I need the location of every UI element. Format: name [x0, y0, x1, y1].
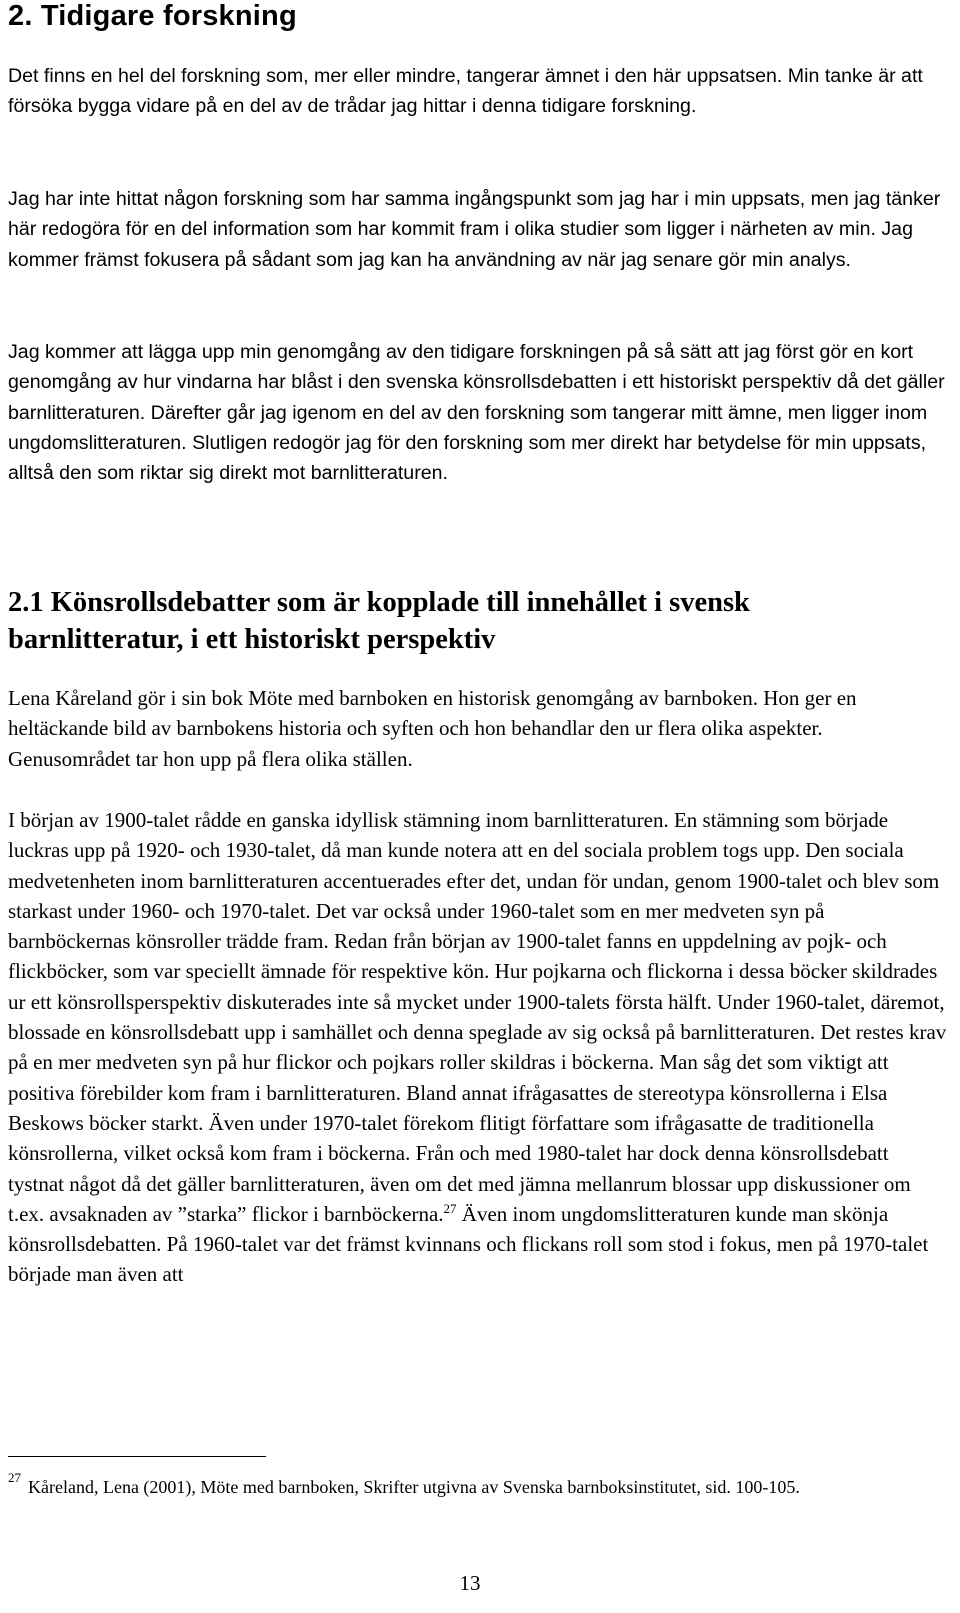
paragraph-outline: Jag kommer att lägga upp min genomgång av den tidigare forskningen på så sätt att jag först gör en kort genomgång av hur vindarna har blåst i den svenska könsrollsdebatten i ett historiskt perspektiv då det gäller barnlitteraturen. Därefter går jag igenom en del av den forskning som tangerar mitt ämne, men ligger inom ungdomslitteraturen. Slutligen redogör jag för den forskning som mer direkt har betydelse för min uppsats, alltså den som riktar sig direkt mot barnlitteraturen.	[8, 341, 945, 485]
footnote-divider	[8, 1456, 266, 1457]
paragraph-kareland: Lena Kåreland gör i sin bok Möte med barnboken en historisk genomgång av barnboken. Hon ger en heltäckande bild av barnbokens historia och syften och hon behandlar den ur flera olika aspekter. Genusområdet tar hon upp på flera olika ställen.	[8, 686, 857, 771]
paragraph-intro: Det finns en hel del forskning som, mer eller mindre, tangerar ämnet i den här uppsatsen. Min tanke är att försöka bygga vidare på en del av de trådar jag hittar i denna tidigare forskning.	[8, 65, 923, 118]
paragraph-scope: Jag har inte hittat någon forskning som har samma ingångspunkt som jag har i min uppsats, men jag tänker här redogöra för en del information som har kommit fram i olika studier som ligger i närheten av min. Jag kommer främst fokusera på sådant som jag kan ha användning av när jag senare gör min analys.	[8, 188, 941, 271]
page-number: 13	[459, 1571, 481, 1595]
footnote-text: Kåreland, Lena (2001), Möte med barnboken, Skrifter utgivna av Svenska barnboksinstitutet, sid. 100-105.	[28, 1477, 800, 1497]
footnote-mark: 27	[8, 1470, 21, 1485]
history-text-before: I början av 1900-talet rådde en ganska idyllisk stämning inom barnlitteraturen. En stämning som började luckras upp på 1920- och 1930-talet, då man kunde notera att en del sociala problem togs upp. Den sociala medvetenheten inom barnlitteraturen accentuerades efter det, undan för undan, genom 1900-talet och blev som starkast under 1960- och 1970-talet. Det var också under 1960-talet som en mer medveten syn på barnböckernas könsroller trädde fram. Redan från början av 1900-talet fanns en uppdelning av pojk- och flickböcker, som var speciellt ämnade för respektive kön. Hur pojkarna och flickorna i dessa böcker skildrades ur ett könsrollsperspektiv diskuterades inte så mycket under 1900-talets första hälft. Under 1960-talet, däremot, blossade en könsrollsdebatt upp i samhället och denna speglade av sig också på barnlitteraturen. Det restes krav på en mer medveten syn på hur flickor och pojkars roller skildras i böckerna. Man såg det som viktigt att positiva förebilder kom fram i barnlitteraturen. Bland annat ifrågasattes de stereotypa könsrollerna i Elsa Beskows böcker starkt. Även under 1970-talet förekom flitigt författare som ifrågasatte de traditionella könsrollerna, vilket också kom fram i böckerna. Från och med 1980-talet har dock denna könsrollsdebatt tystnat något då det gäller barnlitteraturen, även om det med jämna mellanrum blossar upp diskussioner om t.ex. avsaknaden av ”starka” flickor i barnböckerna.	[8, 808, 947, 1226]
history-text-after: Även inom ungdomslitteraturen kunde man skönja könsrollsdebatten. På 1960-talet var det främst kvinnans och flickans roll som stod i fokus, men på 1970-talet började man även att	[8, 1201, 929, 1287]
footnote-reference: 27	[443, 1200, 457, 1216]
section-heading: 2. Tidigare forskning	[8, 0, 297, 32]
paragraph-history	[8, 805, 948, 1290]
subsection-heading: 2.1 Könsrollsdebatter som är kopplade till innehållet i svensk barnlitteratur, i ett historiskt perspektiv	[8, 587, 750, 655]
